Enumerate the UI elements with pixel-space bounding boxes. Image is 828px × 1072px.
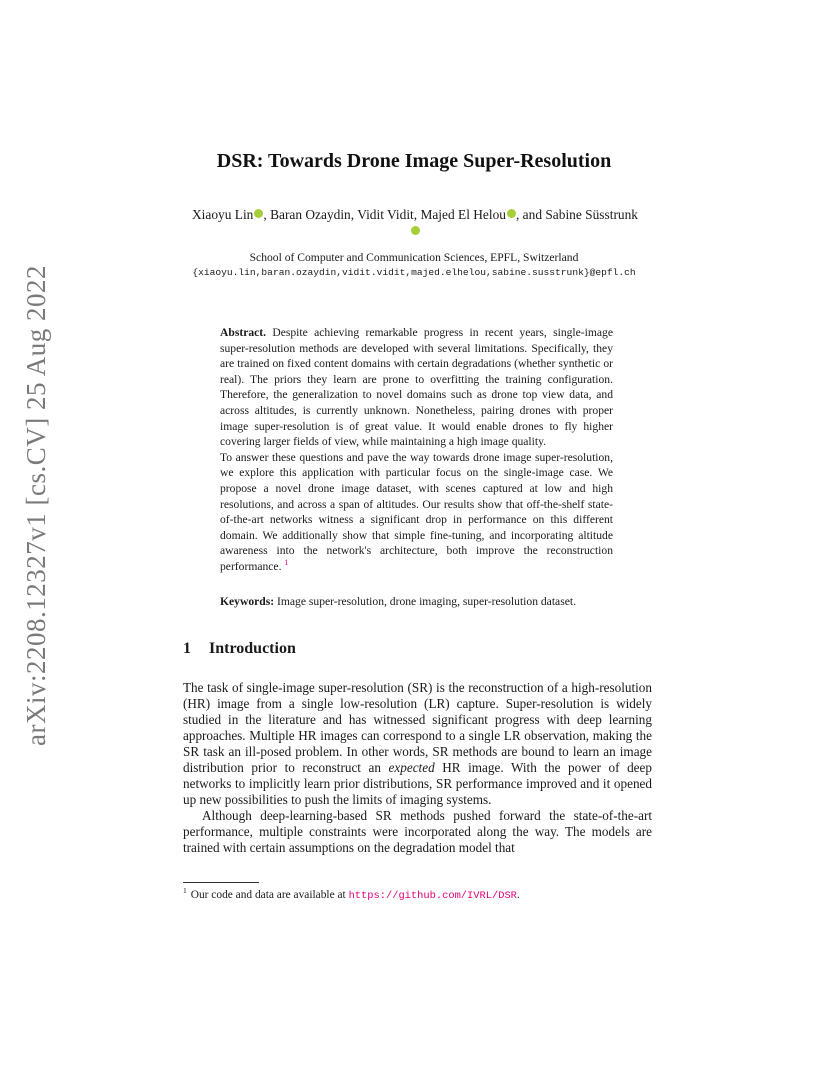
section-heading-introduction	[183, 640, 296, 658]
authors-middle: , Baran Ozaydin, Vidit Vidit, Majed El Helou	[263, 207, 506, 222]
introduction-paragraph-2: Although deep-learning-based SR methods pushed forward the state-of-the-art performance, multiple constraints were incorporated along the way. The models are trained with certain assumptions on the degradation model that	[183, 808, 652, 855]
introduction-body	[183, 680, 652, 856]
keywords-label: Keywords:	[220, 595, 275, 608]
keywords	[220, 595, 613, 608]
paper-title: DSR: Towards Drone Image Super-Resolution	[216, 150, 612, 172]
abstract-label: Abstract.	[220, 326, 267, 339]
authors-last: , and Sabine Süsstrunk	[515, 207, 638, 222]
abstract	[220, 325, 613, 575]
section-number: 1	[183, 640, 191, 657]
footnote-text: Our code and data are available at	[190, 888, 346, 901]
code-repository-link[interactable]: https://github.com/IVRL/DSR	[348, 889, 517, 902]
author-xiaoyu-lin: Xiaoyu Lin	[192, 207, 254, 222]
abstract-paragraph-2	[220, 450, 613, 575]
abstract-text-2: To answer these questions and pave the way towards drone image super-resolution, we explore this application with particular focus on the single-image case. We propose a novel drone image dataset, with scenes captured at low and high resolutions, and across a span of altitudes. Our results show that off-the-shelf state-of-the-art networks witness a significant drop in performance on this different domain. We additionally show that simple fine-tuning, and incorporating altitude awareness into the network's architecture, both improve the reconstruction performance.	[220, 450, 613, 573]
footnote	[183, 886, 652, 902]
arxiv-identifier-stamp	[14, 264, 58, 746]
footnote-mark: 1	[183, 886, 187, 895]
orcid-icon[interactable]	[507, 209, 516, 218]
author-emails: {xiaoyu.lin,baran.ozaydin,vidit.vidit,majed.elhelou,sabine.susstrunk}@epfl.ch	[192, 267, 636, 278]
intro-p1-text-b: HR image. With the power of deep networks to implicitly learn prior distributions, SR performance improved and it opened up new possibilities to push the limits of imaging systems.	[183, 760, 652, 807]
keywords-text: Image super-resolution, drone imaging, super-resolution dataset.	[277, 595, 576, 608]
introduction-paragraph-1	[183, 680, 652, 808]
abstract-text-1: Despite achieving remarkable progress in recent years, single-image super-resolution methods are developed with several limitations. Specifically, they are trained on fixed content domains with certain degradations (whether synthetic or real). The priors they learn are prone to overfitting the training configuration. Therefore, the generalization to novel domains such as drone top view data, and across altitudes, is currently unknown. Nonetheless, pairing drones with proper image super-resolution is of great value. It would enable drones to fly higher covering larger fields of view, while maintaining a high image quality.	[220, 326, 613, 449]
section-title: Introduction	[209, 640, 296, 657]
intro-p1-text-a: The task of single-image super-resolution (SR) is the reconstruction of a high-resolution (HR) image from a single low-resolution (LR) capture. Super-resolution is widely studied in the literature and has witnessed significant progress with deep learning approaches. Multiple HR images can correspond to a single LR observation, making the SR task an ill-posed problem. In other words, SR methods are bound to learn an image distribution prior to reconstruct an	[183, 680, 652, 775]
arxiv-identifier-text: arXiv:2208.12327v1 [cs.CV] 25 Aug 2022	[20, 264, 51, 746]
intro-emphasis: expected	[388, 760, 435, 775]
affiliation: School of Computer and Communication Sciences, EPFL, Switzerland	[249, 251, 579, 264]
footnote-ref-link[interactable]: 1	[284, 558, 289, 568]
abstract-paragraph-1	[220, 325, 613, 450]
footnote-end: .	[516, 888, 520, 901]
orcid-icon[interactable]	[411, 226, 420, 235]
author-list	[190, 206, 640, 240]
footnote-divider	[183, 882, 259, 883]
